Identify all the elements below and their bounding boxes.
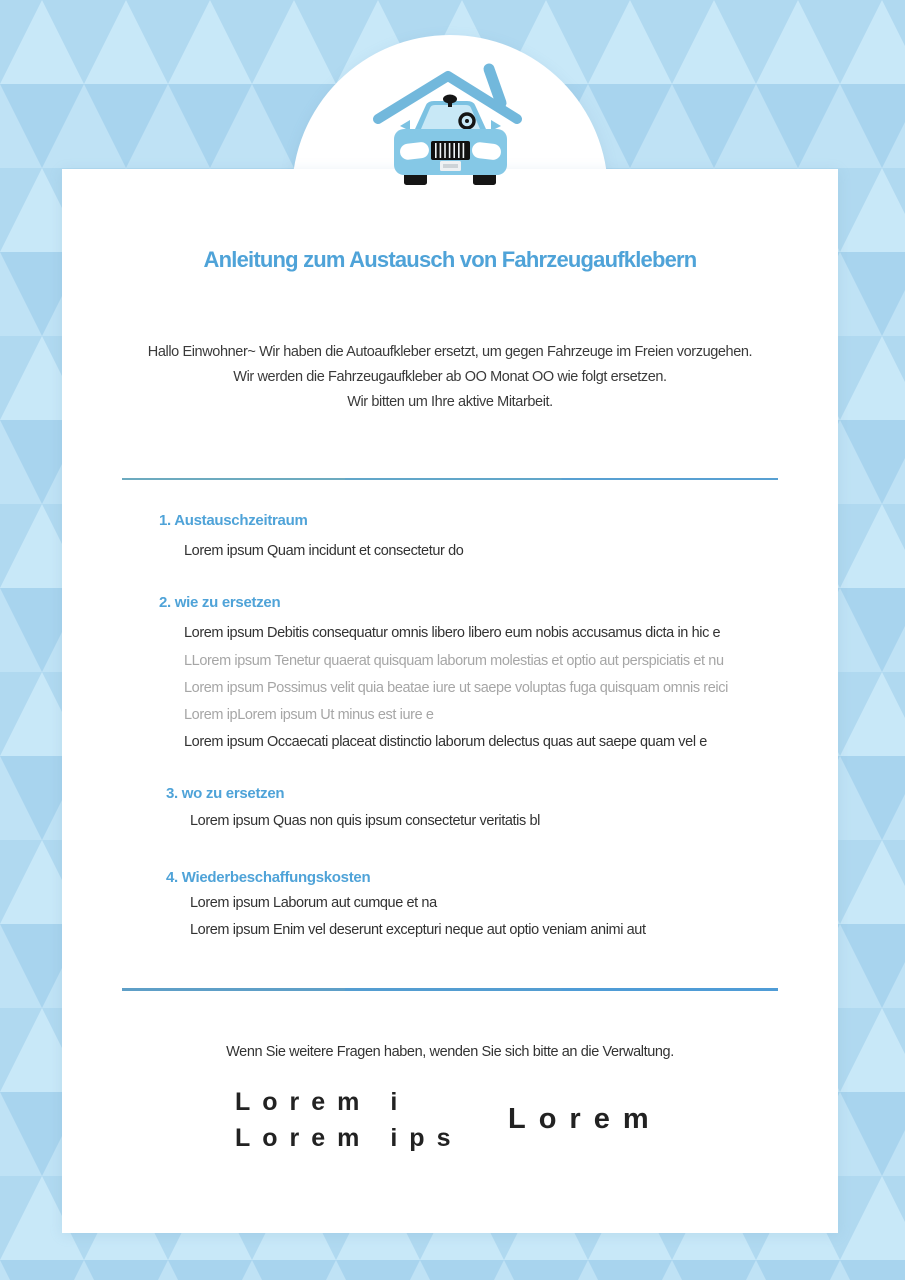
section-body-line: Lorem ipLorem ipsum Ut minus est iure e xyxy=(184,707,434,723)
section-heading-wie-zu-ersetzen: 2. wie zu ersetzen xyxy=(159,594,281,611)
car-under-roof-icon xyxy=(370,58,530,190)
section-heading-austauschzeitraum: 1. Austauschzeitraum xyxy=(159,512,308,529)
signature-left-line: Lorem i xyxy=(235,1088,410,1116)
intro-line: Wir werden die Fahrzeugaufkleber ab OO Monat OO wie folgt ersetzen. xyxy=(233,369,667,385)
section-body-line: Lorem ipsum Laborum aut cumque et na xyxy=(190,895,437,911)
notice-card xyxy=(62,169,838,1233)
top-divider xyxy=(122,478,778,480)
bottom-divider xyxy=(122,988,778,991)
intro-line: Wir bitten um Ihre aktive Mitarbeit. xyxy=(347,394,553,410)
section-body-line: Lorem ipsum Quam incidunt et consectetur do xyxy=(184,543,464,559)
section-body-line: Lorem ipsum Quas non quis ipsum consectetur veritatis bl xyxy=(190,813,540,829)
section-body-line: Lorem ipsum Occaecati placeat distinctio laborum delectus quas aut saepe quam vel e xyxy=(184,734,707,750)
signature-left-line: Lorem ips xyxy=(235,1124,463,1152)
section-body-line: Lorem ipsum Enim vel deserunt excepturi neque aut optio veniam animi aut xyxy=(190,922,646,938)
section-body-line: LLorem ipsum Tenetur quaerat quisquam laborum molestias et optio aut perspiciatis et nu xyxy=(184,653,724,669)
section-body-line: Lorem ipsum Possimus velit quia beatae iure ut saepe voluptas fuga quisquam omnis reici xyxy=(184,680,728,696)
footer-note: Wenn Sie weitere Fragen haben, wenden Sie sich bitte an die Verwaltung. xyxy=(226,1044,674,1060)
page-title: Anleitung zum Austausch von Fahrzeugaufklebern xyxy=(203,247,697,272)
intro-line: Hallo Einwohner~ Wir haben die Autoaufkleber ersetzt, um gegen Fahrzeuge im Freien vorzugehen. xyxy=(147,344,753,360)
section-heading-wo-zu-ersetzen: 3. wo zu ersetzen xyxy=(166,785,285,802)
section-heading-wiederbeschaffungskosten: 4. Wiederbeschaffungskosten xyxy=(166,869,371,886)
signature-right: Lorem xyxy=(508,1103,662,1135)
section-body-line: Lorem ipsum Debitis consequatur omnis libero libero eum nobis accusamus dicta in hic e xyxy=(184,625,721,641)
intro-paragraph xyxy=(62,340,838,415)
signature-left xyxy=(235,1084,462,1156)
